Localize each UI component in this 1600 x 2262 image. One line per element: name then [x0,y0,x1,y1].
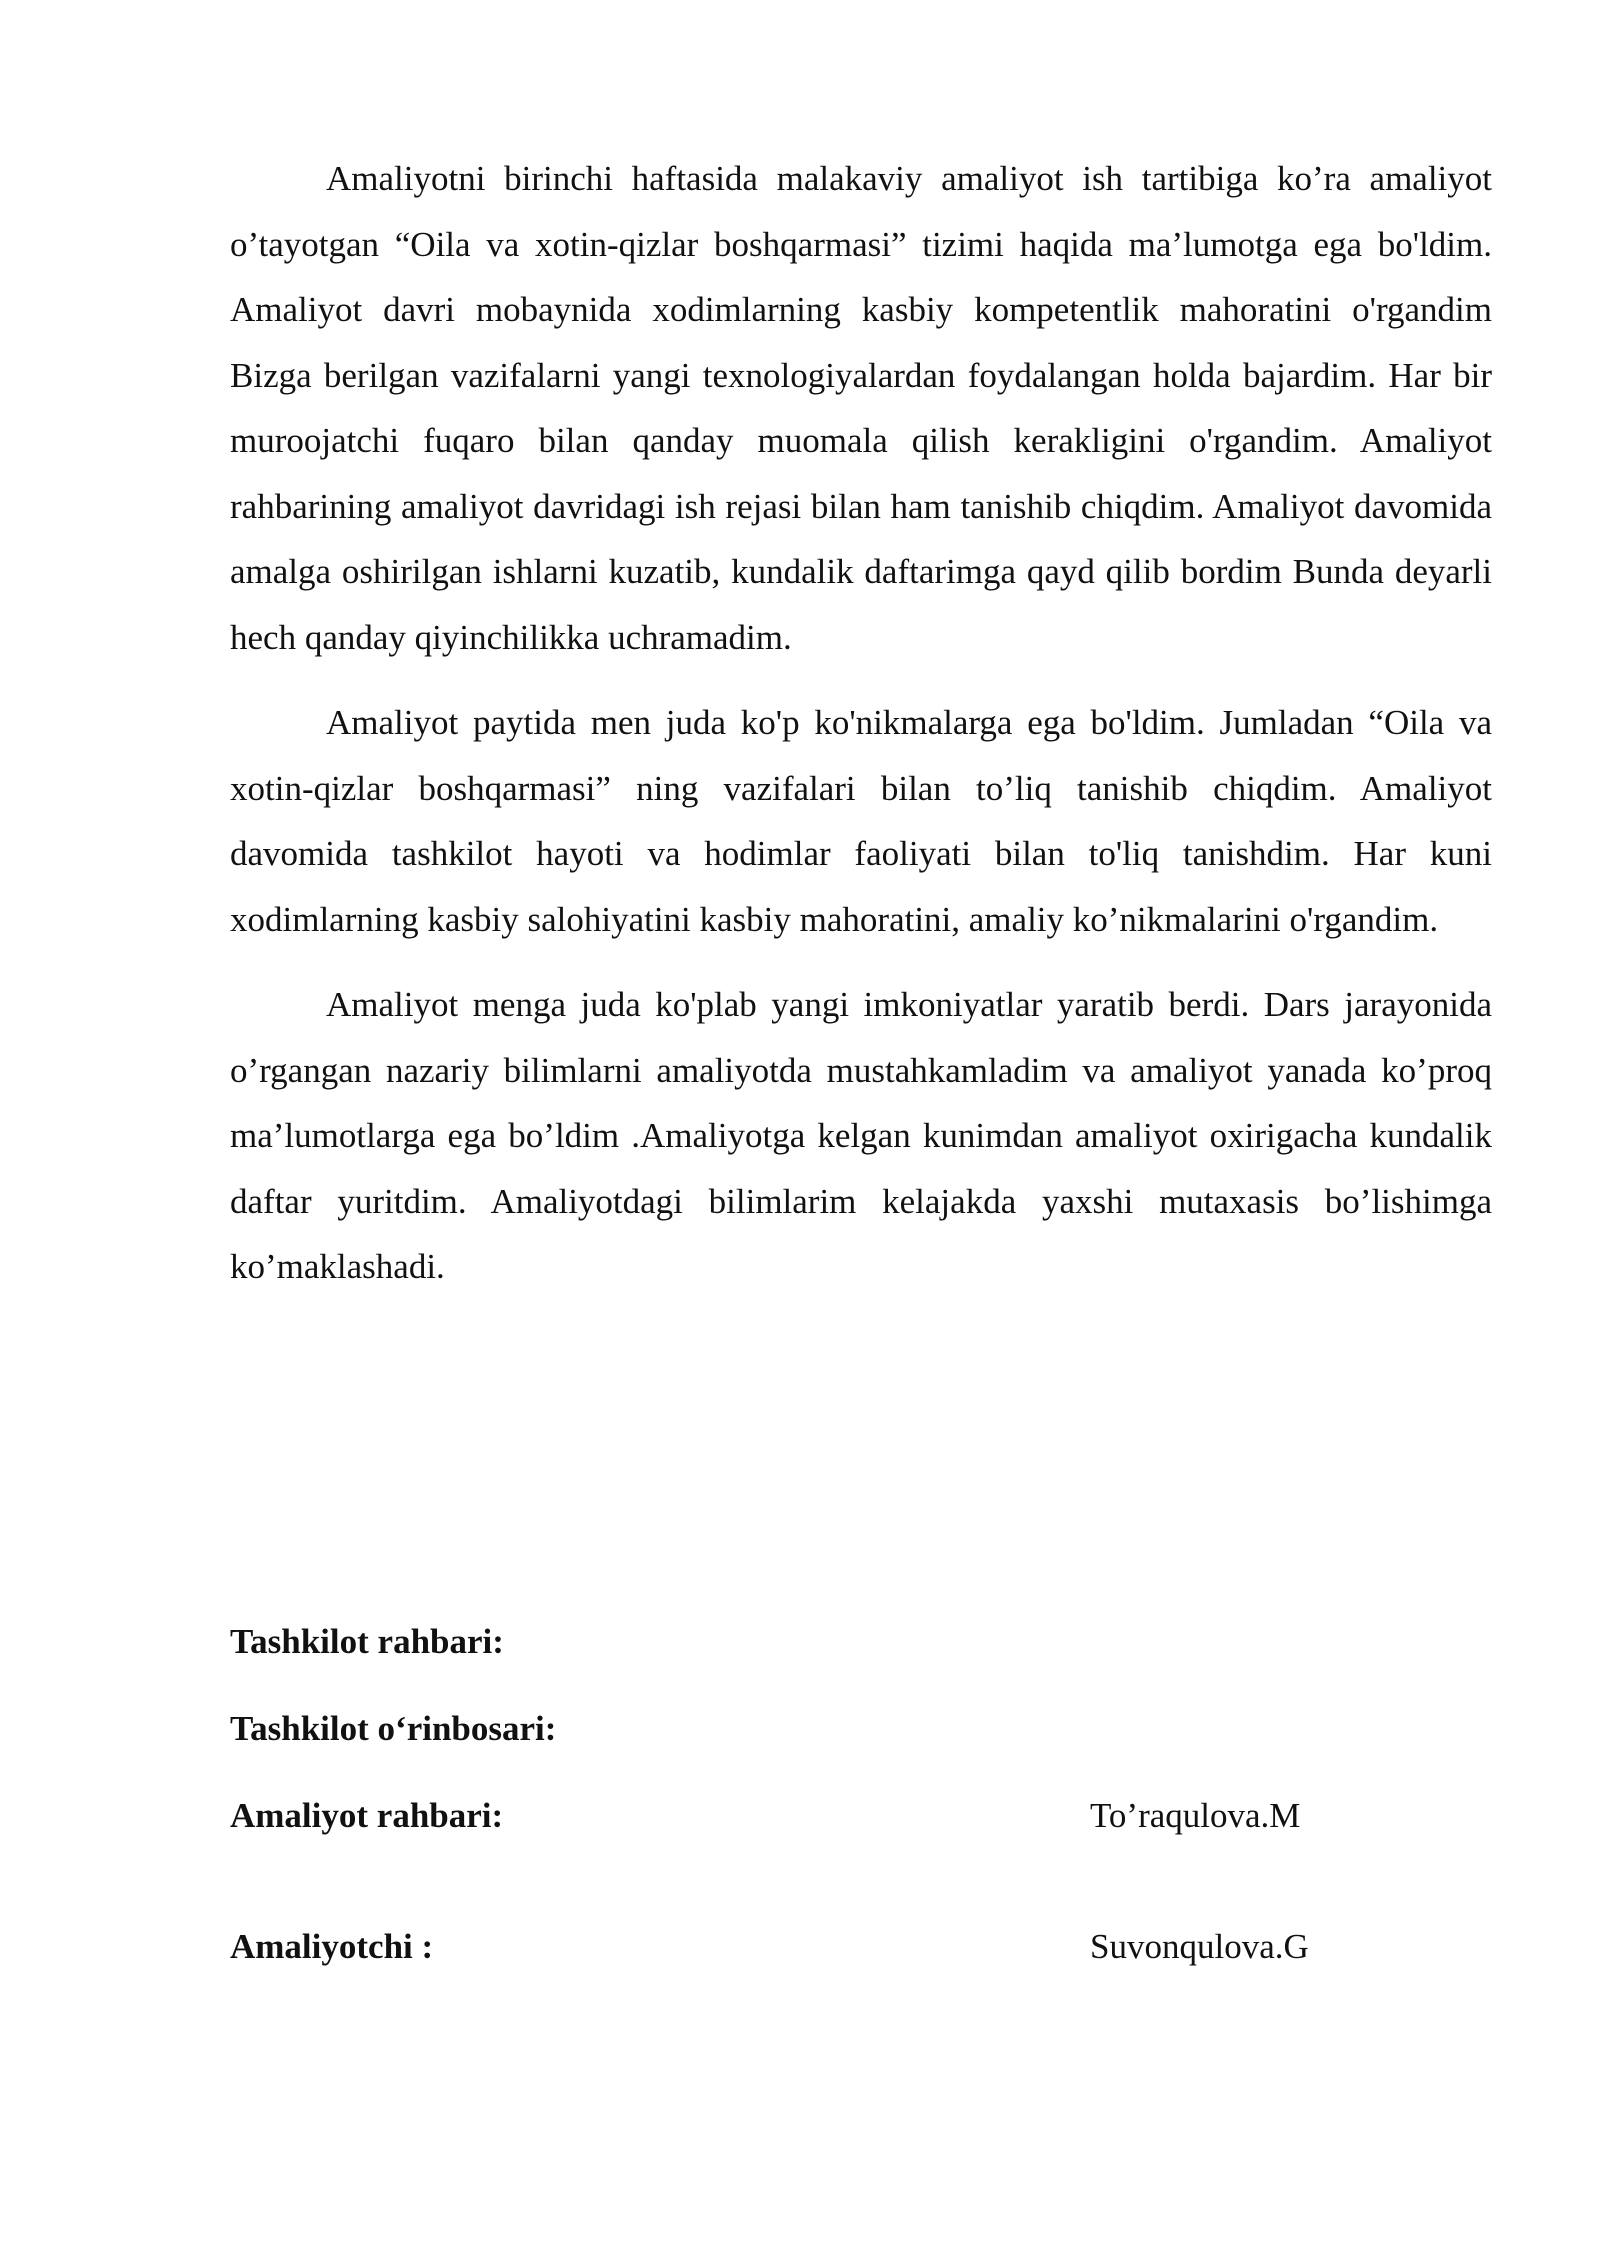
intern-label: Amaliyotchi : [230,1927,434,1966]
paragraph-conclusion: Amaliyot menga juda ko'plab yangi imkoniyatlar yaratib berdi. Dars jarayonida o’rgangan nazariy bilimlarni amaliyotda mustahkamladim va amaliyot yanada ko’proq ma’lumotlarga ega bo’ldim .Amaliyotga kelgan kunimdan amaliyot oxirigacha kundalik daftar yuritdim. Amaliyotdagi bilimlarim kelajakda yaxshi mutaxasis bo’lishimga ko’maklashadi. [230,985,1492,1286]
supervisor-label: Amaliyot rahbari: [230,1796,504,1835]
paragraph-skills: Amaliyot paytida men juda ko'p ko'nikmalarga ega bo'ldim. Jumladan “Oila va xotin-qizlar boshqarmasi” ning vazifalari bilan to’liq tanishib chiqdim. Amaliyot davomida tashkilot hayoti va hodimlar faoliyati bilan to'liq tanishdim. Har kuni xodimlarning kasbiy salohiyatini kasbiy mahoratini, amaliy ko’nikmalarini o'rgandim. [230,703,1492,939]
signature-row-intern [230,1927,1492,1977]
report-body [230,146,1492,1320]
org-head-label: Tashkilot rahbari: [230,1622,504,1661]
signature-row-org-head [230,1622,1492,1672]
signature-row-org-deputy [230,1709,1492,1759]
intern-name: Suvonqulova.G [1090,1927,1309,1966]
signature-row-supervisor [230,1796,1492,1846]
paragraph-first-week: Amaliyotni birinchi haftasida malakaviy amaliyot ish tartibiga ko’ra amaliyot o’tayotgan “Oila va xotin-qizlar boshqarmasi” tizimi haqida ma’lumotga ega bo'ldim. Amaliyot davri mobaynida xodimlarning kasbiy kompetentlik mahoratini o'rgandim Bizga berilgan vazifalarni yangi texnologiyalardan foydalangan holda bajardim. Har bir muroojatchi fuqaro bilan qanday muomala qilish kerakligini o'rgandim. Amaliyot rahbarining amaliyot davridagi ish rejasi bilan ham tanishib chiqdim. Amaliyot davomida amalga oshirilgan ishlarni kuzatib, kundalik daftarimga qayd qilib bordim Bunda deyarli hech qanday qiyinchilikka uchramadim. [230,159,1492,657]
org-deputy-label: Tashkilot o‘rinbosari: [230,1709,557,1748]
supervisor-name: To’raqulova.M [1090,1796,1301,1835]
